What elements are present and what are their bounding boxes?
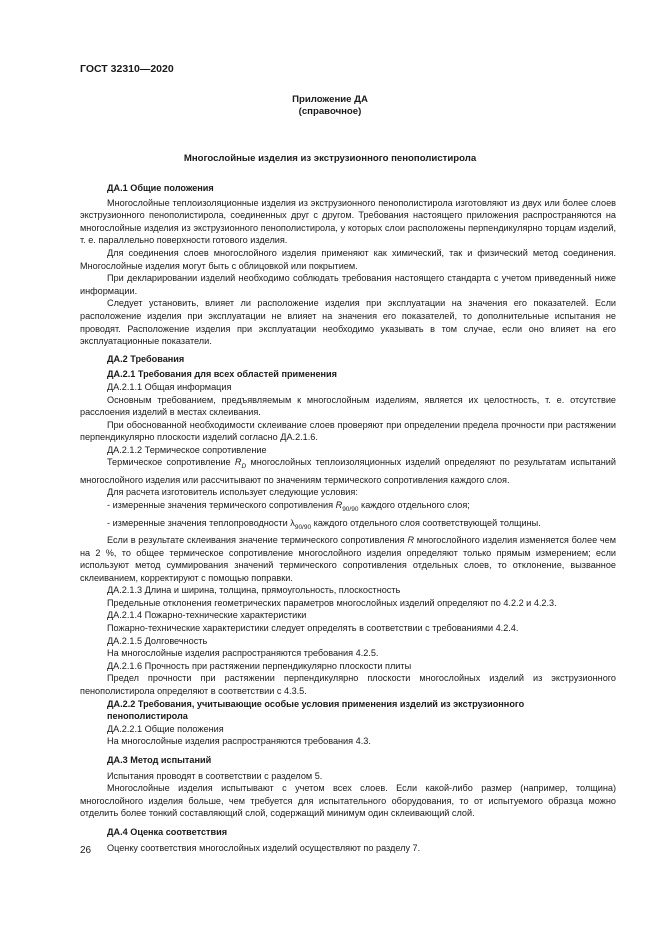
paragraph: Испытания проводят в соответствии с разделом 5. — [107, 770, 323, 781]
subsection-heading: ДА.2.1.5 Долговечность — [107, 635, 208, 646]
list-item: - измеренные значения термического сопротивления $R_{90/90}$ каждого отдельного слоя; — [107, 500, 470, 513]
paragraph: При декларировании изделий необходимо соблюдать требования настоящего стандарта с учетом приведенный ниже информации. — [80, 273, 616, 296]
paragraph-thermal-resistance: Термическое сопротивление $R_D$ многослойных теплоизоляционных изделий определяют по результатам испытаний многослойного изделия или рассчитывают по значениям термического сопротивления каждого слоя. — [80, 457, 616, 485]
appendix-subtitle: (справочное) — [298, 106, 362, 117]
subsection-heading: ДА.2.1.3 Длина и ширина, толщина, прямоугольность, плоскостность — [107, 585, 401, 596]
paragraph: Для расчета изготовитель использует следующие условия: — [107, 487, 358, 498]
paragraph: Пожарно-технические характеристики следует определять в соответствии с требованиями 4.2.4. — [107, 623, 519, 634]
section-da1-heading: ДА.1 Общие положения — [107, 183, 214, 193]
subsection-heading: ДА.2.1.4 Пожарно-технические характеристики — [107, 610, 307, 621]
section-da2-heading: ДА.2 Требования — [107, 353, 185, 364]
paragraph: При обоснованной необходимости склеивание слоев проверяют при определении предела прочности при растяжении перпендикулярно плоскости изделий согласно ДА.2.1.6. — [80, 419, 616, 443]
subsection-heading: ДА.2.2.1 Общие положения — [107, 723, 224, 734]
paragraph: Если в результате склеивания значение термического сопротивления R многослойного изделия изменяется более чем на 2 %, то общее термическое сопротивление многослойного изделия определяют только прямым измерением; если используют метод суммирования значений термического сопротивления отдельных слоев, то отклонение, вызванное склеиванием, корректируют с помощью поправки. — [80, 534, 617, 583]
paragraph: Оценку соответствия многослойных изделий осуществляют по разделу 7. — [107, 842, 421, 853]
subsection-heading: ДА.2.1.2 Термическое сопротивление — [107, 444, 267, 455]
paragraph: Предел прочности при растяжении перпендикулярно плоскости многослойных изделий из экструзионного пенополистирола определяют в соответствии с 4.3.5. — [80, 673, 616, 697]
list-item: - измеренные значения теплопроводности $\lambda_{90/90}$ каждого отдельного слоя соответствующей толщины. — [107, 517, 541, 531]
appendix-title: Приложение ДА — [292, 94, 368, 105]
document-body — [80, 182, 616, 854]
paragraph: Основным требованием, предъявляемым к многослойным изделиям, является их целостность, т. е. отсутствие расслоения изделий в местах склеивания. — [80, 394, 616, 418]
section-da3-heading: ДА.3 Метод испытаний — [107, 755, 212, 766]
paragraph: Для соединения слоев многослойного изделия применяют как химический, так и физический метод соединения. Многослойные изделия могут быть с облицовкой или покрытием. — [80, 247, 616, 271]
subsection-heading: ДА.2.1.6 Прочность при растяжении перпендикулярно плоскости плиты — [107, 660, 412, 671]
paragraph: Следует установить, влияет ли расположение изделия при эксплуатации на значения его показателей. Если расположение изделия при эксплуатации не влияет на значения его показателей, то дополнительные испытания не проводят. Расположение изделия при эксплуатации необходимо указывать в том случае, если оно влияет на его эксплуатационные показатели. — [80, 298, 616, 347]
paragraph: Предельные отклонения геометрических параметров многослойных изделий определяют по 4.2.2 и 4.2.3. — [107, 597, 557, 608]
standard-header: ГОСТ 32310—2020 — [80, 63, 174, 75]
paragraph: Многослойные изделия испытывают с учетом всех слоев. Если какой-либо размер (например, толщина) многослойного изделия больше, чем требуется для испытательного оборудования, то от испытуемого образца можно отделить более тонкий составляющий слой, содержащий минимум один склеивающий слой. — [80, 783, 616, 819]
document-title: Многослойные изделия из экструзионного пенополистирола — [183, 153, 477, 164]
section-da21-heading: ДА.2.1 Требования для всех областей применения — [107, 369, 337, 380]
section-da4-heading: ДА.4 Оценка соответствия — [107, 826, 228, 837]
subsection-heading: ДА.2.1.1 Общая информация — [107, 381, 232, 392]
paragraph: Многослойные теплоизоляционные изделия из экструзионного пенополистирола изготовляют из двух или более слоев экструзионного пенополистирола, соединенных друг с другом. Требования настоящего приложения распространяются на многослойные изделия из экструзионного пенополистирола, у которых слои расположены перпендикулярно торцам изделий, т. е. параллельно поверхности готового изделия. — [80, 197, 616, 246]
page-number: 26 — [80, 845, 92, 856]
section-da22-heading: ДА.2.2 Требования, учитывающие особые условия применения изделий из экструзионного пенополистирола — [107, 698, 525, 722]
paragraph: На многослойные изделия распространяются требования 4.3. — [107, 736, 371, 747]
paragraph: На многослойные изделия распространяются требования 4.2.5. — [107, 648, 379, 659]
